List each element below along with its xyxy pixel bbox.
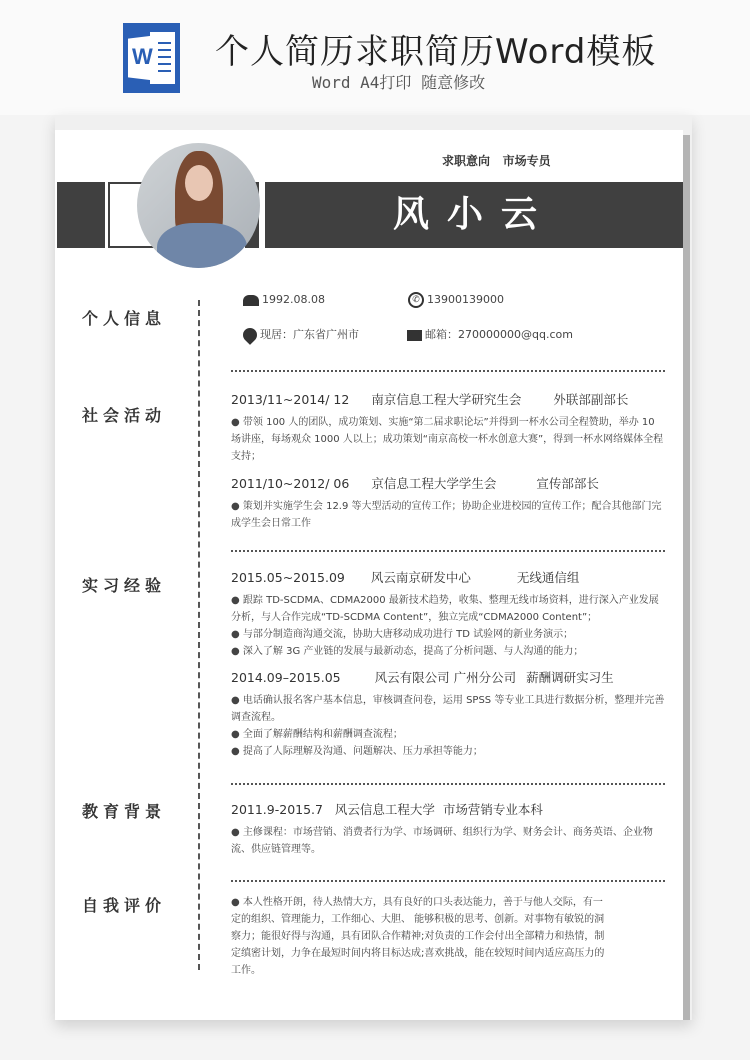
intent-value: 市场专员 (502, 154, 551, 168)
divider (231, 550, 665, 552)
section-personal: 个人信息 (82, 309, 167, 328)
section-social: 社会活动 (82, 406, 167, 425)
section-intern: 实习经验 (82, 576, 167, 595)
self-evaluation-text: ● 本人性格开朗，待人热情大方，具有良好的口头表达能力，善于与他人交际，有一定的组织、管理能力，工作细心、大胆、 能够积极的思考、创新。对事物有敏锐的洞察力；能很好得与沟通，具有团队合作精神;对负责的工作会付出全部精力和热情，制定缜密计划，力争在最短时间内将目标达成;喜欢挑战，能在较短时间内适应高压力的工作。 (231, 897, 605, 976)
banner-subtitle: Word A4打印 随意修改 (312, 73, 486, 92)
intern-text: ● 电话确认报名客户基本信息，审核调查问卷，运用 SPSS 等专业工具进行数据分析，整理并完善调查流程。 ● 全面了解薪酬结构和薪酬调查流程； ● 提高了人际理解及沟通、问题解决、压力承担等能力； (231, 695, 665, 757)
intern-heading: 2015.05~2015.09 风云南京研发中心 无线通信组 (231, 570, 580, 585)
divider (231, 370, 665, 372)
candidate-name: 风小云 (265, 182, 683, 248)
intern-heading: 2014.09–2015.05 风云有限公司 广州分公司 薪酬调研实习生 (231, 670, 614, 685)
header-bar-left (57, 182, 105, 248)
page-edge (683, 135, 690, 1020)
intern-text: ● 跟踪 TD-SCDMA、CDMA2000 最新技术趋势，收集、整理无线市场资料，进行深入产业发展分析，与人合作完成“TD-SCDMA Content”，独立完成“CDMA2000 Content”； ● 与部分制造商沟通交流，协助大唐移动成功进行 TD 试验网的新业务演示； ● 深入了解 3G 产业链的发展与最新动态，提高了分析问题、与人沟通的能力； (231, 595, 659, 657)
activity-heading: 2013/11~2014/ 12 南京信息工程大学研究生会 外联部副部长 (231, 392, 629, 407)
education-text: ● 主修课程：市场营销、消费者行为学、市场调研、组织行为学、财务会计、商务英语、企业物流、供应链管理等。 (231, 827, 653, 855)
profile-photo (137, 143, 260, 268)
email: 邮箱：270000000@qq.com (407, 326, 573, 342)
section-self: 自我评价 (82, 896, 167, 915)
job-intent (442, 152, 551, 169)
word-logo-icon: W (123, 23, 180, 93)
section-education: 教育背景 (82, 802, 167, 821)
education-heading: 2011.9-2015.7 风云信息工程大学 市场营销专业本科 (231, 802, 543, 817)
divider (231, 880, 665, 882)
phone: ✆ 13900139000 (408, 292, 504, 308)
mail-icon (407, 330, 422, 341)
activity-heading: 2011/10~2012/ 06 京信息工程大学学生会 宣传部部长 (231, 476, 599, 491)
activity-text: ● 策划并实施学生会 12.9 等大型活动的宣传工作；协助企业进校园的宣传工作；配合其他部门完成学生会日常工作 (231, 501, 662, 529)
timeline-divider (198, 300, 200, 970)
phone-icon: ✆ (408, 292, 424, 308)
divider (231, 783, 665, 785)
location-pin-icon (240, 325, 260, 345)
person-icon (243, 295, 259, 306)
intent-label: 求职意向 (442, 154, 491, 168)
address: 现居：广东省广州市 (243, 326, 359, 342)
birthday: 1992.08.08 (243, 293, 325, 306)
banner-title: 个人简历求职简历Word模板 (215, 32, 657, 72)
activity-text: ● 带领 100 人的团队，成功策划、实施“第二届求职论坛”并得到一杯水公司全程赞助，举办 10 场讲座，每场观众 1000 人以上；成功策划“南京高校一杯水创意大赛”，得到一杯水网络媒体全程支持； (231, 417, 664, 462)
